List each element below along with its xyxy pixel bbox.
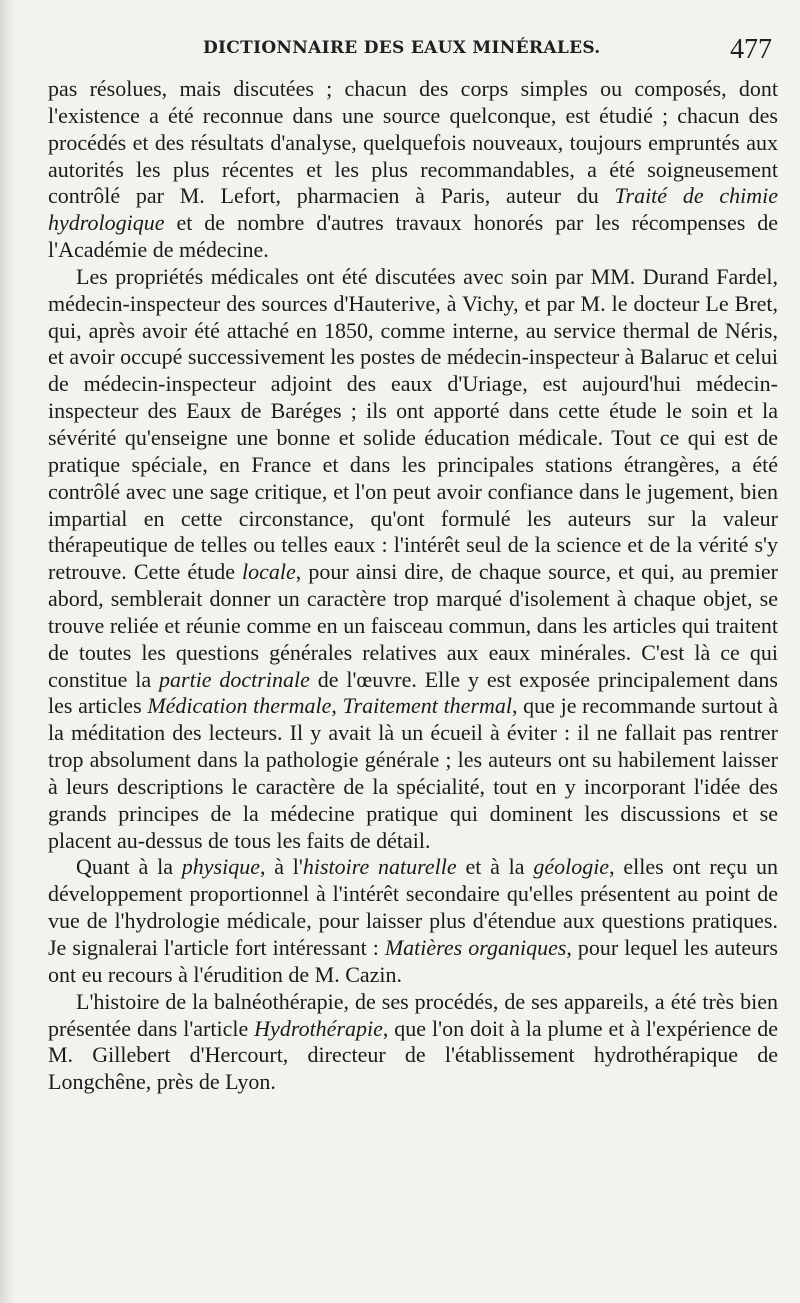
body-text	[48, 76, 778, 1096]
italic-text-segment: partie doctrinale	[159, 666, 310, 692]
italic-text-segment: Matières organiques	[384, 935, 567, 960]
text-segment: pas résolues, mais discutées ; chacun des corps simples ou composés, dont l'existence a été reconnue dans une source quelconque, est étudié ; chacun des procédés et des résultats d'analyse, quelquefois nouveaux, toujours empruntés aux autorités les plus récentes et les plus recommandables, a été soigneusement contrôlé par M. Lefort, pharmacien à Paris, auteur du	[48, 76, 778, 209]
page-number: 477	[730, 34, 772, 65]
text-segment: Quant à la	[76, 854, 182, 880]
text-segment: , elles ont reçu un développement proportionnel à l'intérêt secondaire qu'elles présentent au point de vue de l'hydrologie médicale, pour laisser plus d'étendue aux questions pratiques. Je signalerai l'article fort intéressant :	[48, 854, 778, 960]
text-segment: et à la	[456, 854, 534, 880]
text-segment: ,	[331, 693, 343, 719]
paragraph	[48, 76, 778, 264]
text-segment: , à l'	[259, 854, 303, 880]
italic-text-segment: physique	[181, 854, 260, 880]
page-edge-shadow	[0, 0, 14, 1303]
text-segment: L'histoire de la balnéothérapie, de ses procédés, de ses appareils, a été très bien présentée dans l'article	[48, 988, 778, 1041]
text-segment: , pour lequel les auteurs ont eu recours à l'érudition de M. Cazin.	[48, 935, 778, 987]
paragraph	[48, 854, 778, 988]
text-segment: , que l'on doit à la plume et à l'expérience de M. Gillebert d'Hercourt, directeur de l'établissement hydrothérapique de Longchêne, près de Lyon.	[48, 1015, 778, 1095]
italic-text-segment: Traité de chimie hydrologique	[48, 183, 779, 236]
italic-text-segment: Médication thermale	[147, 693, 332, 719]
italic-text-segment: Hydrothérapie	[254, 1015, 383, 1041]
running-head	[48, 34, 772, 70]
text-segment: Les propriétés médicales ont été discutées avec soin par MM. Durand Fardel, médecin-inspecteur des sources d'Hauterive, à Vichy, et par M. le docteur Le Bret, qui, après avoir été attaché en 1850, comme interne, au service thermal de Néris, et avoir occupé successivement les postes de médecin-inspecteur à Balaruc et celui de médecin-inspecteur adjoint des eaux d'Uriage, est aujourd'hui médecin-inspecteur des Eaux de Baréges ; ils ont apporté dans cette étude le soin et la sévérité qu'enseigne une bonne et solide éducation médicale. Tout ce qui est de pratique spéciale, en France et dans les principales stations étrangères, a été contrôlé avec une sage critique, et l'on peut avoir confiance dans le jugement, bien impartial en cette circonstance, qu'ont formulé les auteurs sur la valeur thérapeutique de telles ou telles eaux : l'intérêt seul de la science et de la vérité s'y retrouve. Cette étude	[48, 263, 778, 585]
italic-text-segment: histoire naturelle	[302, 854, 457, 880]
paragraph	[48, 989, 778, 1096]
italic-text-segment: locale	[242, 559, 296, 585]
text-segment: et de nombre d'autres travaux honorés par les récompenses de l'Académie de médecine.	[48, 210, 778, 263]
text-segment: , pour ainsi dire, de chaque source, et qui, au premier abord, semblerait donner un caractère trop marqué d'isolement à chaque objet, se trouve reliée et réunie comme en un faisceau commun, dans les articles qui traitent de toutes les questions générales relatives aux eaux minérales. C'est là ce qui constitue la	[48, 559, 778, 692]
italic-text-segment: géologie	[533, 854, 610, 880]
running-title: DICTIONNAIRE DES EAUX MINÉRALES.	[203, 38, 601, 58]
text-segment: de l'œuvre. Elle y est exposée principalement dans les articles	[48, 666, 778, 719]
text-segment: , que je recommande surtout à la méditation des lecteurs. Il y avait là un écueil à éviter : il ne fallait pas rentrer trop absolument dans la pathologie générale ; les auteurs ont su habilement laisser à leurs descriptions le caractère de la spécialité, tout en y incorporant l'idée des grands principes de la médecine pratique qui dominent les discussions et se placent au-dessus de tous les faits de détail.	[48, 693, 778, 853]
italic-text-segment: Traitement thermal	[342, 693, 513, 719]
paragraph	[48, 264, 778, 855]
